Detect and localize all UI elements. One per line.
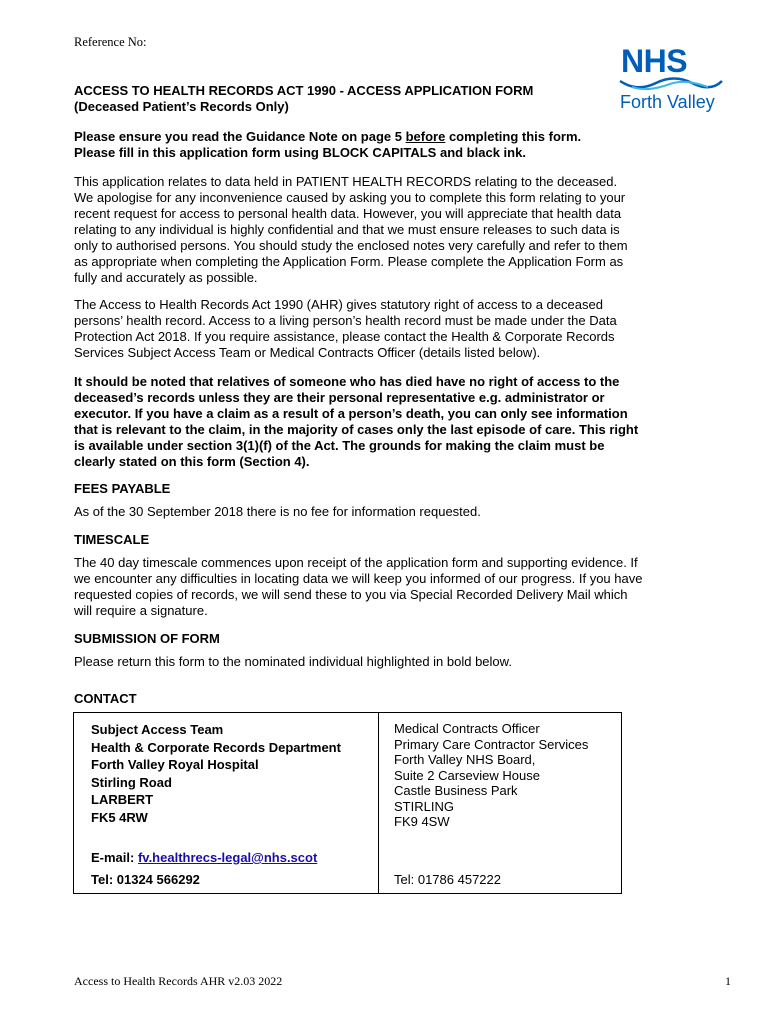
address-line: Forth Valley Royal Hospital	[91, 757, 259, 772]
medical-contracts-address	[394, 721, 588, 830]
instruction-line-2: Please fill in this application form using BLOCK CAPITALS and black ink.	[74, 145, 526, 160]
warning-line: It should be noted that relatives of someone who has died have no right of access to the	[74, 374, 620, 389]
intro-line: This application relates to data held in PATIENT HEALTH RECORDS relating to the deceased.	[74, 174, 618, 189]
act-line: persons’ health record. Access to a living person’s health record must be made under the Data	[74, 313, 617, 328]
page-number: 1	[725, 974, 731, 988]
intro-line: fully and accurately as possible.	[74, 270, 258, 285]
warning-line: executor. If you have a claim as a result of a person’s death, you can only see information	[74, 406, 628, 421]
title-line-1: ACCESS TO HEALTH RECORDS ACT 1990 - ACCESS APPLICATION FORM	[74, 83, 534, 98]
intro-paragraph	[74, 174, 694, 286]
reference-number-label: Reference No:	[74, 35, 147, 49]
timescale-text	[74, 555, 694, 619]
contact-divider	[378, 713, 379, 893]
logo-nhs-text: NHS	[621, 43, 688, 79]
warning-line: that is relevant to the claim, in the majority of cases only the last episode of care. This right	[74, 422, 639, 437]
intro-line: relating to any individual is highly confidential and that we must ensure releases to such data is	[74, 222, 620, 237]
address-line: Forth Valley NHS Board,	[394, 752, 536, 767]
fees-text: As of the 30 September 2018 there is no fee for information requested.	[74, 504, 481, 519]
submission-text: Please return this form to the nominated individual highlighted in bold below.	[74, 654, 512, 669]
nhs-forth-valley-logo	[618, 44, 724, 116]
address-line: Subject Access Team	[91, 722, 224, 737]
form-title	[74, 83, 533, 115]
address-line: Suite 2 Carseview House	[394, 767, 540, 783]
address-line: STIRLING	[394, 798, 454, 814]
timescale-heading: TIMESCALE	[74, 532, 150, 547]
timescale-line: we encounter any difficulties in locating data we will keep you informed of our progress. If you have	[74, 571, 643, 586]
intro-line: We apologise for any inconvenience caused by asking you to complete this form relating to your	[74, 190, 626, 205]
instruction-underlined: before	[405, 129, 446, 144]
subject-access-phone: Tel: 01324 566292	[91, 872, 200, 887]
intro-line: only to authorised persons. You should study the enclosed notes very carefully and refer to them	[74, 238, 628, 253]
address-line: Stirling Road	[91, 774, 172, 790]
address-line: FK9 4SW	[394, 814, 450, 829]
email-row	[91, 850, 317, 865]
intro-line: as appropriate when completing the Application Form. Please complete the Application Form as	[74, 254, 624, 269]
timescale-line: The 40 day timescale commences upon receipt of the application form and supporting evidence. If	[74, 555, 638, 570]
intro-line: recent request for access to personal health data. However, you will appreciate that health data	[74, 206, 622, 221]
address-line: Castle Business Park	[394, 783, 518, 798]
act-paragraph	[74, 297, 694, 361]
fees-heading: FEES PAYABLE	[74, 481, 171, 496]
submission-heading: SUBMISSION OF FORM	[74, 631, 220, 646]
act-line: Protection Act 2018. If you require assistance, please contact the Health & Corporate Records	[74, 329, 615, 344]
timescale-line: will require a signature.	[74, 603, 208, 618]
instruction-pre: Please ensure you read the Guidance Note on page 5	[74, 129, 406, 144]
address-line: FK5 4RW	[91, 809, 148, 825]
timescale-line: requested copies of records, we will send these to you via Special Recorded Delivery Mail which	[74, 587, 628, 602]
subject-access-address	[91, 721, 341, 826]
warning-line: clearly stated on this form (Section 4).	[74, 454, 310, 469]
relatives-warning	[74, 374, 694, 470]
act-line: The Access to Health Records Act 1990 (AHR) gives statutory right of access to a deceased	[74, 297, 603, 312]
instruction-text	[74, 129, 581, 161]
act-line: Services Subject Access Team or Medical Contracts Officer (details listed below).	[74, 345, 541, 360]
address-line: Health & Corporate Records Department	[91, 739, 341, 755]
instruction-line-1	[74, 129, 581, 145]
logo-region-text: Forth Valley	[620, 92, 715, 112]
address-line: Primary Care Contractor Services	[394, 736, 589, 752]
warning-line: deceased’s records unless they are their personal representative e.g. administrator or	[74, 390, 605, 405]
email-label: E-mail:	[91, 850, 138, 865]
title-line-2: (Deceased Patient’s Records Only)	[74, 99, 289, 114]
warning-line: is available under section 3(1)(f) of the Act. The grounds for making the claim must be	[74, 438, 605, 453]
logo-wave-icon	[618, 77, 724, 91]
contact-table	[73, 712, 622, 894]
medical-contracts-phone: Tel: 01786 457222	[394, 872, 501, 887]
instruction-post: completing this form.	[445, 129, 582, 144]
email-link[interactable]: fv.healthrecs-legal@nhs.scot	[137, 850, 318, 865]
address-line: Medical Contracts Officer	[394, 721, 540, 736]
contact-heading: CONTACT	[74, 691, 137, 706]
footer-version: Access to Health Records AHR v2.03 2022	[74, 974, 283, 988]
address-line: LARBERT	[91, 792, 154, 807]
